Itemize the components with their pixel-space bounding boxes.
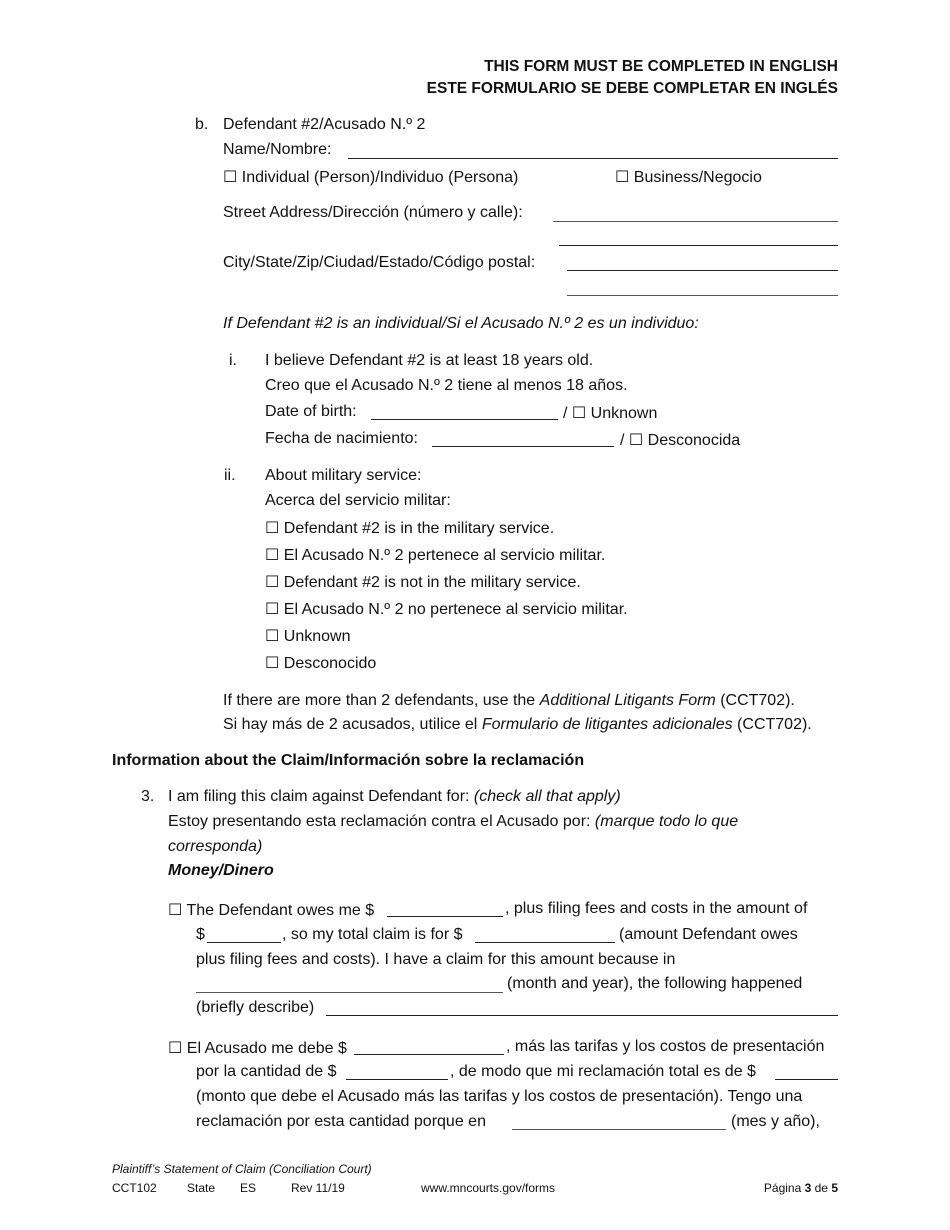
formulario-litigantes-name: Formulario de litigantes adicionales (481, 716, 733, 733)
note-es-text: Si hay más de 2 acusados, utilice el (223, 716, 482, 733)
page-total: 5 (831, 1181, 838, 1195)
marque-todo-note: (marque todo lo que (594, 813, 739, 830)
street-address-label: Street Address/Dirección (número y calle): (223, 204, 523, 221)
fecha-nacimiento-field[interactable] (432, 446, 614, 447)
fecha-desconocida-checkbox[interactable]: / ☐ Desconocida (620, 432, 741, 449)
military-not-in-service-es-checkbox[interactable]: ☐ El Acusado N.º 2 no pertenece al servicio militar. (265, 601, 628, 618)
claim-section-title: Information about the Claim/Información sobre la reclamación (112, 752, 585, 769)
name-field[interactable] (348, 158, 838, 159)
street-address-field[interactable] (553, 221, 838, 222)
item-marker-b: b. (195, 116, 209, 133)
additional-litigants-form-name: Additional Litigants Form (539, 692, 716, 709)
tarifas-field[interactable] (346, 1079, 448, 1080)
money-es-text-2: , más las tarifas y los costos de presentación (506, 1038, 825, 1055)
footer-revision: Rev 11/19 (291, 1181, 345, 1195)
military-not-in-service-checkbox[interactable]: ☐ Defendant #2 is not in the military service. (265, 574, 581, 591)
money-en-text-8: (briefly describe) (196, 999, 315, 1016)
age-belief-en: I believe Defendant #2 is at least 18 years old. (265, 352, 594, 369)
claim-intro-es (168, 813, 738, 831)
page-label: Página (763, 1181, 805, 1195)
footer-url[interactable]: www.mncourts.gov/forms (421, 1181, 556, 1195)
defendant2-heading: Defendant #2/Acusado N.º 2 (223, 116, 426, 133)
city-state-zip-label: City/State/Zip/Ciudad/Estado/Código postal: (223, 254, 536, 271)
brief-description-field[interactable] (326, 1015, 838, 1016)
note-en-code: (CCT702). (715, 692, 795, 709)
military-unknown-checkbox[interactable]: ☐ Unknown (265, 628, 351, 645)
footer-language: ES (240, 1181, 257, 1195)
claim-intro-en (168, 788, 621, 806)
footer-form-code: CCT102 (112, 1181, 157, 1195)
claim-intro-en-text: I am filing this claim against Defendant for: (168, 788, 474, 805)
additional-litigants-note-es (223, 716, 812, 734)
military-heading-es: Acerca del servicio militar: (265, 492, 451, 509)
military-in-service-checkbox[interactable]: ☐ Defendant #2 is in the military service. (265, 520, 555, 537)
page-current: 3 (804, 1181, 812, 1195)
claim-intro-es-text: Estoy presentando esta reclamación contra el Acusado por: (168, 813, 595, 830)
month-year-field[interactable] (196, 992, 503, 993)
money-en-text-5: (amount Defendant owes (619, 926, 798, 943)
money-en-text-6: plus filing fees and costs). I have a claim for this amount because in (196, 951, 676, 968)
if-individual-instruction: If Defendant #2 is an individual/Si el Acusado N.º 2 es un individuo: (223, 315, 699, 332)
military-heading-en: About military service: (265, 467, 422, 484)
note-es-code: (CCT702). (732, 716, 812, 733)
sub-item-marker-ii: ii. (224, 467, 236, 484)
city-state-zip-field[interactable] (567, 270, 838, 271)
footer-state: State (187, 1181, 216, 1195)
reclamacion-total-field[interactable] (775, 1079, 838, 1080)
dob-unknown-checkbox[interactable]: / ☐ Unknown (563, 405, 658, 422)
header-spanish-notice: ESTE FORMULARIO SE DEBE COMPLETAR EN INGLÉS (426, 80, 838, 97)
header-english-notice: THIS FORM MUST BE COMPLETED IN ENGLISH (484, 58, 838, 75)
dob-field[interactable] (371, 419, 558, 420)
page-of: de (811, 1181, 832, 1195)
street-address-field-line2[interactable] (559, 245, 838, 246)
additional-litigants-note-en (223, 692, 795, 710)
check-all-note: (check all that apply) (473, 788, 621, 805)
fecha-nacimiento-label: Fecha de nacimiento: (265, 430, 418, 447)
money-en-text-4: , so my total claim is for $ (282, 926, 463, 943)
money-en-checkbox-text[interactable]: ☐ The Defendant owes me $ (168, 902, 375, 919)
money-es-text-3: por la cantidad de $ (196, 1063, 337, 1080)
money-es-text-5: (monto que debe el Acusado más las tarifas y los costos de presentación). Tengo una (196, 1088, 803, 1105)
amount-owed-field[interactable] (387, 916, 503, 917)
money-en-text-2: , plus filing fees and costs in the amount of (505, 900, 808, 917)
military-in-service-es-checkbox[interactable]: ☐ El Acusado N.º 2 pertenece al servicio militar. (265, 547, 606, 564)
money-en-text-7: (month and year), the following happened (507, 975, 803, 992)
money-heading: Money/Dinero (168, 862, 274, 879)
money-en-dollar: $ (196, 926, 205, 943)
note-en-text: If there are more than 2 defendants, use the (223, 692, 540, 709)
item-number-3: 3. (141, 788, 155, 805)
footer-page-number (764, 1181, 838, 1195)
name-label: Name/Nombre: (223, 141, 332, 158)
sub-item-marker-i: i. (229, 352, 237, 369)
money-es-text-7: (mes y año), (731, 1113, 820, 1130)
marque-todo-note-cont: corresponda) (168, 838, 263, 855)
filing-fees-field[interactable] (207, 942, 281, 943)
money-es-text-6: reclamación por esta cantidad porque en (196, 1113, 486, 1130)
military-desconocido-checkbox[interactable]: ☐ Desconocido (265, 655, 377, 672)
individual-checkbox[interactable]: ☐ Individual (Person)/Individuo (Persona) (223, 169, 519, 186)
money-es-checkbox-text[interactable]: ☐ El Acusado me debe $ (168, 1040, 347, 1057)
dob-label: Date of birth: (265, 403, 357, 420)
age-belief-es: Creo que el Acusado N.º 2 tiene al menos 18 años. (265, 377, 628, 394)
total-claim-field[interactable] (475, 942, 615, 943)
money-es-text-4: , de modo que mi reclamación total es de $ (450, 1063, 756, 1080)
monto-debe-field[interactable] (354, 1054, 504, 1055)
business-checkbox[interactable]: ☐ Business/Negocio (615, 169, 762, 186)
mes-ano-field[interactable] (512, 1129, 726, 1130)
city-state-zip-field-line2[interactable] (567, 295, 838, 296)
footer-form-title: Plaintiff’s Statement of Claim (Conciliation Court) (112, 1162, 372, 1176)
